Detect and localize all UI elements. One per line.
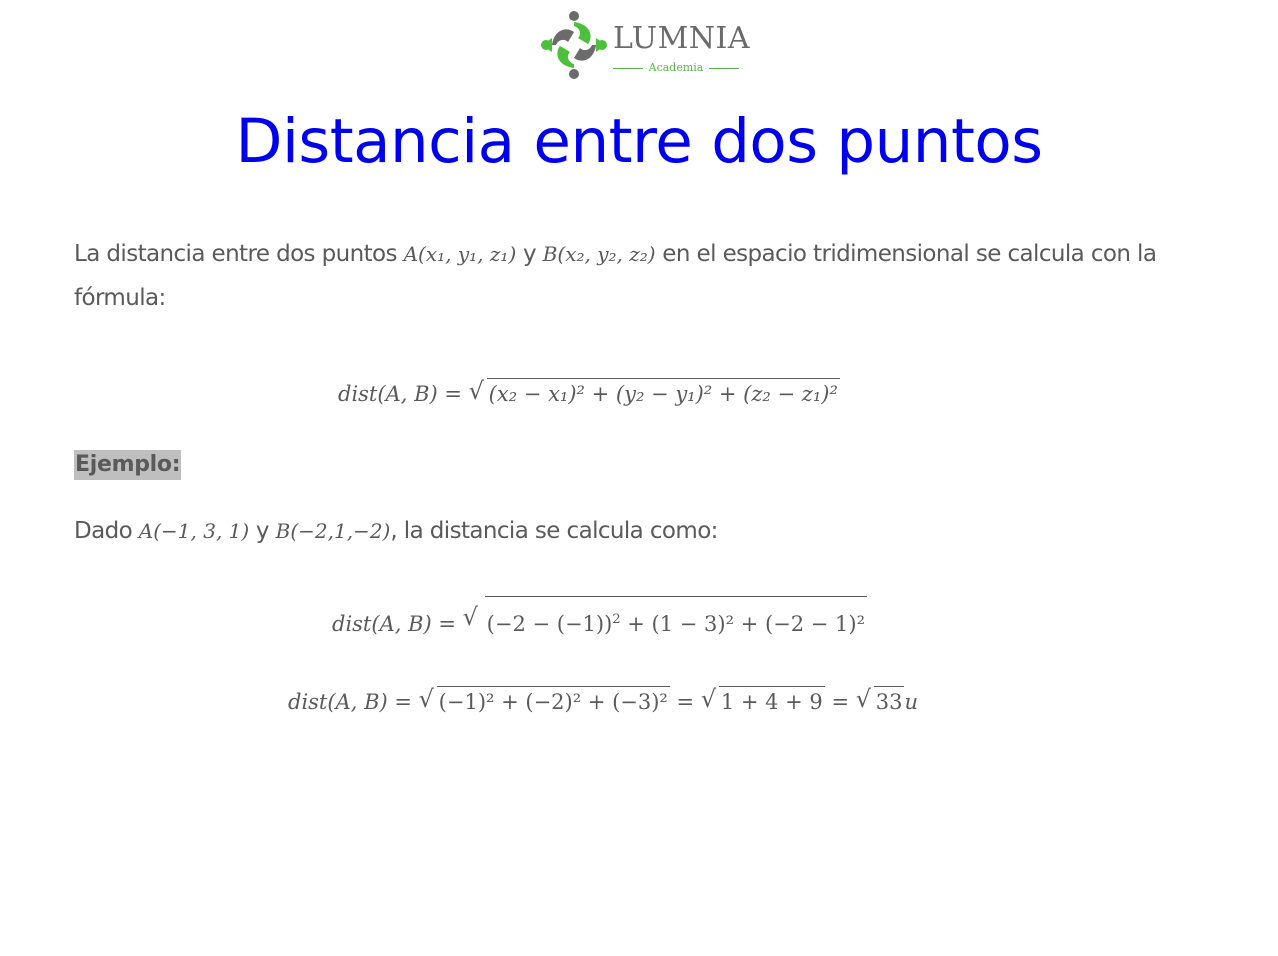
example-prefix: Dado [74, 518, 139, 544]
formula-lhs: dist(A, B) [338, 382, 438, 406]
calc2-lhs: dist(A, B) [288, 690, 388, 714]
calc2-radicand-1: (−1)² + (−2)² + (−3)² [437, 686, 670, 717]
calc2-eq3: = [824, 690, 856, 714]
point-b-generic: B(x₂, y₂, z₂) [542, 242, 656, 266]
calc1-part2: + (1 − 3)² + (−2 − 1)² [620, 612, 866, 636]
calc2-eq1: = [387, 690, 419, 714]
example-paragraph [74, 509, 1214, 553]
calc2-unit: u [904, 690, 919, 714]
calc2-radicand-3: 33 [874, 686, 905, 717]
logo-rule-right [709, 68, 739, 69]
calculation-step-1 [332, 604, 867, 639]
calc2-eq2: = [669, 690, 701, 714]
example-conj: y [249, 518, 276, 544]
logo-brand-name: LUMNIA [613, 21, 751, 56]
lumnia-logo-icon [538, 8, 610, 82]
calc1-lhs: dist(A, B) [332, 612, 432, 636]
calc1-radicand [485, 596, 867, 639]
point-a-generic: A(x₁, y₁, z₁) [403, 242, 517, 266]
example-point-b: B(−2,1,−2) [275, 519, 391, 543]
example-label: Ejemplo: [74, 450, 181, 480]
intro-conj: y [516, 241, 543, 267]
intro-paragraph [74, 232, 1214, 320]
intro-text-2: en el espacio tridimensional se calcula con la fórmula: [74, 241, 1157, 311]
formula-equals: = [437, 382, 469, 406]
logo-subtitle [613, 62, 739, 74]
calc1-equals: = [431, 612, 463, 636]
formula-sqrt [469, 378, 840, 409]
calc2-radicand-2: 1 + 4 + 9 [719, 686, 825, 717]
example-point-a: A(−1, 3, 1) [138, 519, 250, 543]
logo-rule-left [613, 68, 643, 69]
page-title: Distancia entre dos puntos [235, 106, 1043, 177]
distance-formula [338, 378, 840, 409]
calc2-sqrt-3 [856, 686, 905, 717]
calculation-step-2 [288, 686, 918, 717]
calc2-sqrt-1 [419, 686, 670, 717]
logo [538, 8, 751, 82]
logo-subtitle-text: Academia [648, 61, 704, 74]
intro-text-1: La distancia entre dos puntos [74, 241, 404, 267]
calc1-part1: (−2 − (−1)) [486, 612, 613, 636]
example-suffix: , la distancia se calcula como: [390, 518, 718, 544]
formula-radicand: (x₂ − x₁)² + (y₂ − y₁)² + (z₂ − z₁)² [487, 378, 840, 409]
calc2-sqrt-2 [701, 686, 825, 717]
calc1-part1-exp: 2 [612, 612, 621, 627]
calc1-sqrt [463, 604, 867, 639]
